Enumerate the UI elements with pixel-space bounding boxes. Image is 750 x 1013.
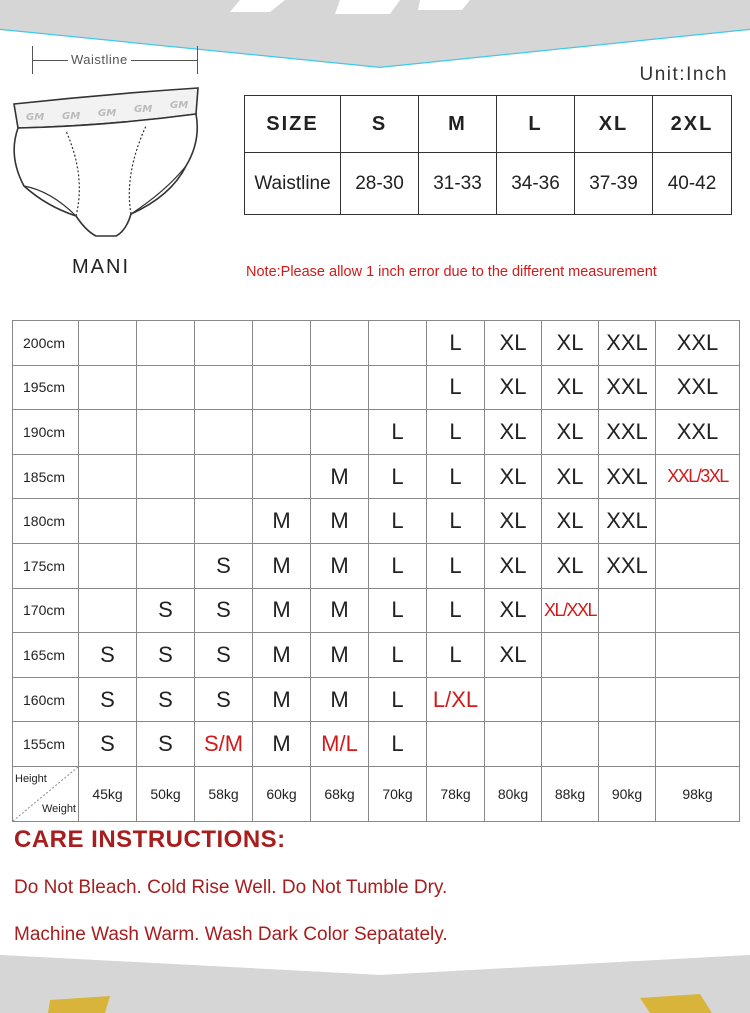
size-cell: XL [485,365,542,410]
height-label: 170cm [13,588,79,633]
waistline-cell: 28-30 [341,153,419,215]
size-cell [253,410,311,455]
waistline-cell: 40-42 [653,153,732,215]
size-cell: L [427,633,485,678]
size-cell [311,410,369,455]
size-cell: M [311,499,369,544]
size-cell: M/L [311,722,369,767]
size-cell [656,543,740,588]
waistline-dimension [30,42,200,74]
size-cell: M [253,499,311,544]
height-label: 165cm [13,633,79,678]
size-cell: S [137,677,195,722]
size-cell [253,454,311,499]
height-label: 155cm [13,722,79,767]
height-row [13,588,740,633]
size-cell [79,410,137,455]
size-cell [656,677,740,722]
size-cell [656,588,740,633]
size-cell [599,588,656,633]
height-label: 180cm [13,499,79,544]
size-cell [195,499,253,544]
height-label: 195cm [13,365,79,410]
weight-label: 70kg [369,766,427,821]
size-cell: XL [485,321,542,366]
height-row [13,454,740,499]
height-row [13,722,740,767]
size-cell: L [427,499,485,544]
height-row [13,499,740,544]
size-cell: XXL [656,365,740,410]
waistline-cell: 34-36 [497,153,575,215]
size-cell: S [79,722,137,767]
size-header-cell: M [419,96,497,153]
svg-text:GM: GM [62,111,81,122]
unit-label: Unit:Inch [639,64,728,85]
height-row [13,410,740,455]
size-cell [195,454,253,499]
size-cell: XXL [656,321,740,366]
height-label: 190cm [13,410,79,455]
size-cell: XXL [599,410,656,455]
size-cell: L [427,410,485,455]
size-cell: S [195,633,253,678]
size-cell: M [253,588,311,633]
size-cell: XL [542,410,599,455]
height-row [13,321,740,366]
svg-text:GM: GM [26,112,45,123]
size-cell: L [369,633,427,678]
weight-label: 58kg [195,766,253,821]
waistline-cell: 31-33 [419,153,497,215]
size-cell [137,543,195,588]
size-cell [599,677,656,722]
size-cell: S [195,677,253,722]
size-cell [369,321,427,366]
waistline-row [245,153,732,215]
size-cell: M [253,633,311,678]
care-instructions-title: CARE INSTRUCTIONS: [14,826,286,853]
size-cell: M [311,677,369,722]
size-cell: L [369,454,427,499]
size-cell [137,365,195,410]
size-cell [79,365,137,410]
waistline-label: Waistline [68,52,131,67]
size-cell: XL/XXL [542,588,599,633]
brand-name: MANI [72,256,130,278]
size-cell: XXL [656,410,740,455]
size-cell: L [369,722,427,767]
size-cell: L/XL [427,677,485,722]
size-cell: S [137,722,195,767]
size-cell: L [369,499,427,544]
weight-label: 68kg [311,766,369,821]
size-cell: XL [485,454,542,499]
bottom-decorative-band [0,940,750,1013]
size-cell: M [253,722,311,767]
weight-label: 78kg [427,766,485,821]
size-cell: M [311,454,369,499]
size-cell [542,677,599,722]
size-cell [137,499,195,544]
size-header-cell: L [497,96,575,153]
size-cell: XL [542,365,599,410]
svg-text:GM: GM [134,104,153,115]
care-instructions-line: Machine Wash Warm. Wash Dark Color Sepatately. [14,924,448,945]
weight-label: 60kg [253,766,311,821]
size-cell: S [195,543,253,588]
size-cell: XXL [599,454,656,499]
size-cell: XL [542,321,599,366]
weight-label: 88kg [542,766,599,821]
size-cell: M [311,588,369,633]
brief-illustration [6,86,206,246]
size-cell: M [311,543,369,588]
svg-text:GM: GM [98,108,117,119]
svg-text:GM: GM [170,100,189,111]
size-cell [79,499,137,544]
height-row [13,677,740,722]
measurement-note: Note:Please allow 1 inch error due to the different measurement [246,264,657,280]
size-cell [599,722,656,767]
size-cell [656,499,740,544]
size-cell [656,633,740,678]
size-cell [542,633,599,678]
size-header-cell: XL [575,96,653,153]
size-cell: L [427,365,485,410]
size-cell: M [253,543,311,588]
size-cell: XL [542,454,599,499]
size-cell [195,321,253,366]
size-cell [79,588,137,633]
size-cell: XL [542,543,599,588]
height-label: 160cm [13,677,79,722]
height-weight-corner [13,766,79,821]
weight-label: 98kg [656,766,740,821]
size-cell [253,321,311,366]
height-weight-size-chart [12,320,740,822]
size-cell: L [427,588,485,633]
size-cell [311,321,369,366]
corner-height-label: Height [15,772,47,785]
size-cell [79,543,137,588]
size-cell: L [369,410,427,455]
size-cell: XL [485,588,542,633]
size-cell [542,722,599,767]
size-cell [311,365,369,410]
height-row [13,633,740,678]
size-cell [137,410,195,455]
waistline-cell: 37-39 [575,153,653,215]
size-cell: L [427,454,485,499]
waistline-size-table [244,95,732,215]
size-cell: S [137,633,195,678]
weight-row [13,766,740,821]
height-label: 200cm [13,321,79,366]
size-cell: XXL [599,321,656,366]
size-cell: S [195,588,253,633]
size-cell [427,722,485,767]
size-cell [79,454,137,499]
corner-weight-label: Weight [41,802,76,815]
waistline-cell: Waistline [245,153,341,215]
size-cell: XL [485,543,542,588]
size-cell [369,365,427,410]
size-cell [599,633,656,678]
size-cell: S [79,677,137,722]
size-cell [656,722,740,767]
dimension-tick-right [197,46,198,74]
size-cell: XL [542,499,599,544]
size-cell [79,321,137,366]
size-cell [137,454,195,499]
size-cell [485,722,542,767]
height-label: 175cm [13,543,79,588]
care-instructions-line: Do Not Bleach. Cold Rise Well. Do Not Tumble Dry. [14,877,448,898]
size-cell [195,365,253,410]
size-header-cell: 2XL [653,96,732,153]
size-cell: S/M [195,722,253,767]
size-cell: M [253,677,311,722]
size-cell: L [427,321,485,366]
size-header-cell: S [341,96,419,153]
size-cell: L [369,588,427,633]
size-cell: S [137,588,195,633]
size-cell [253,365,311,410]
weight-label: 90kg [599,766,656,821]
size-cell: XL [485,499,542,544]
weight-label: 45kg [79,766,137,821]
weight-label: 50kg [137,766,195,821]
size-cell: L [369,543,427,588]
weight-label: 80kg [485,766,542,821]
size-cell: XXL [599,543,656,588]
size-cell: XL [485,633,542,678]
size-cell: XXL [599,499,656,544]
height-label: 185cm [13,454,79,499]
size-cell: XXL [599,365,656,410]
size-cell [195,410,253,455]
height-row [13,365,740,410]
size-cell: L [427,543,485,588]
size-cell: XXL/3XL [656,454,740,499]
height-row [13,543,740,588]
size-cell: M [311,633,369,678]
size-cell [137,321,195,366]
size-header-row [245,96,732,153]
size-cell: XL [485,410,542,455]
size-cell: S [79,633,137,678]
size-cell: L [369,677,427,722]
size-cell [485,677,542,722]
size-header-cell: SIZE [245,96,341,153]
